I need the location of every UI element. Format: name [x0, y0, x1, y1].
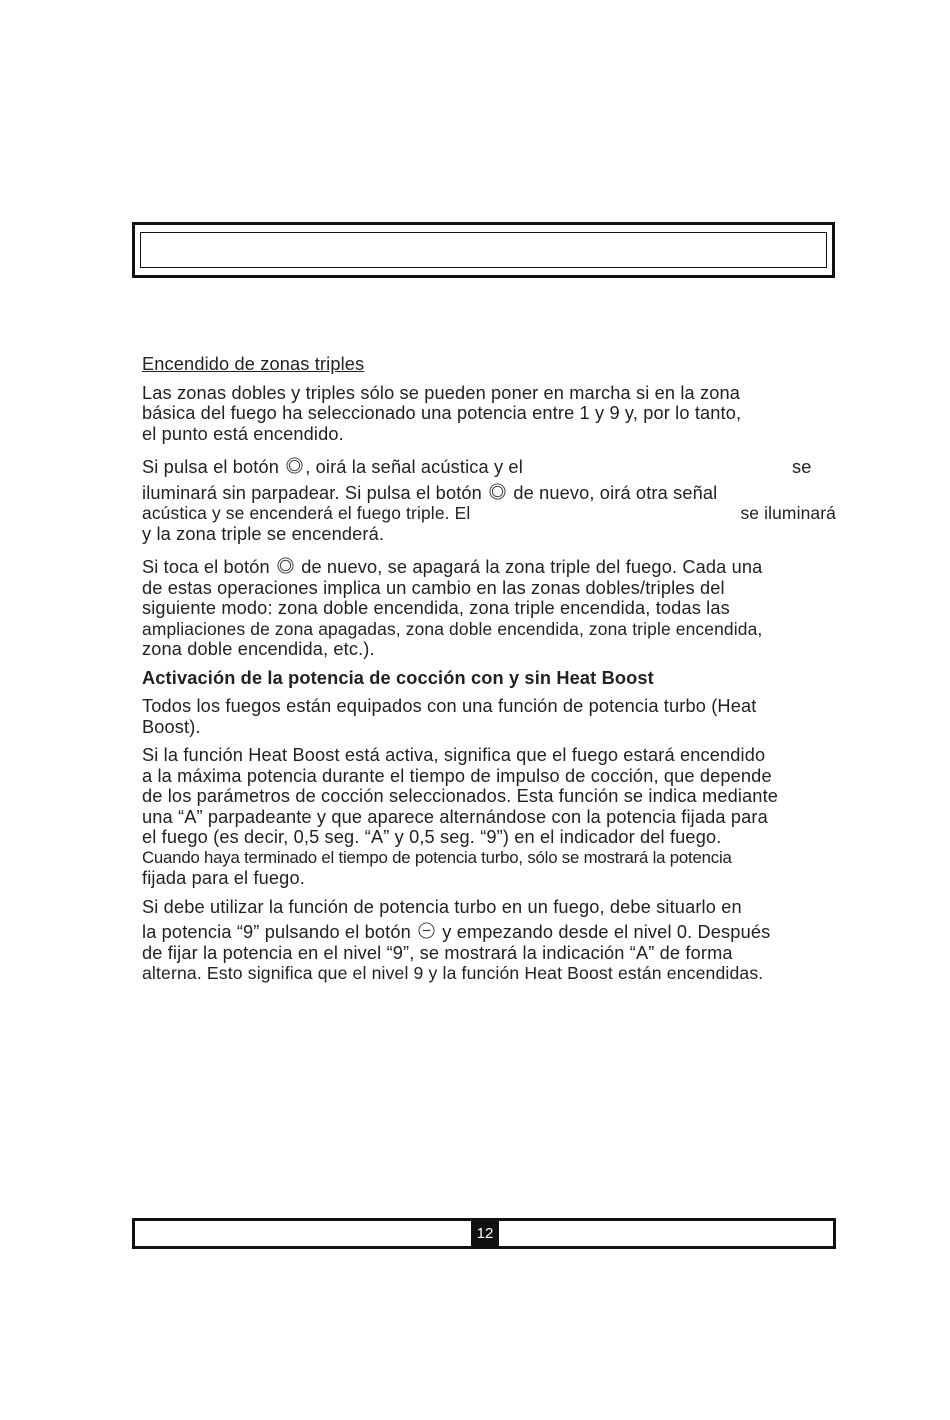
- double-circle-icon: [286, 457, 303, 474]
- double-circle-icon: [489, 483, 506, 500]
- header-frame: [132, 222, 835, 278]
- double-circle-icon: [277, 557, 294, 574]
- page-number: 12: [471, 1220, 499, 1247]
- paragraph-turbo-equipped: Todos los fuegos están equipados con una función de potencia turbo (Heat Boost).: [142, 696, 757, 737]
- page-content: [142, 354, 836, 984]
- paragraph-touch-button: Si toca el botón de nuevo, se apagará la zona triple del fuego. Cada una de estas operaciones implica un cambio en las zonas dobles/triples del siguiente modo: zona doble encendida, zona triple encendida, todas las ampliaciones de zona apagadas, zona doble encendida, zona triple encendida, zona doble encendida, etc.).: [142, 557, 763, 659]
- paragraph-use-turbo: Si debe utilizar la función de potencia turbo en un fuego, debe situarlo en la potencia “9” pulsando el botón y empezando desde el nivel 0. Después de fijar la potencia en el nivel “9”, se mostrará la indicación “A” de forma alterna. Esto significa que el nivel 9 y la función Heat Boost están encendidas.: [142, 896, 771, 983]
- paragraph-intro: Las zonas dobles y triples sólo se pueden poner en marcha si en la zona básica del fuego ha seleccionado una potencia entre 1 y 9 y, por lo tanto, el punto está encendido.: [142, 382, 742, 444]
- footer-frame: [132, 1218, 836, 1249]
- section-heading-heat-boost: Activación de la potencia de cocción con y sin Heat Boost: [142, 667, 654, 688]
- section-heading-triple-zones: Encendido de zonas triples: [142, 354, 365, 374]
- paragraph-press-button: Si pulsa el botón , oirá la señal acústica y el se iluminará sin parpadear. Si pulsa el botón de nuevo, oirá otra señal acústica y se encenderá el fuego triple. El se iluminará y la zona triple se encenderá.: [142, 457, 836, 544]
- minus-circle-icon: [418, 922, 435, 939]
- paragraph-heat-boost-active: Si la función Heat Boost está activa, significa que el fuego estará encendido a la máxima potencia durante el tiempo de impulso de cocción, que depende de los parámetros de cocción seleccionados. Esta función se indica mediante una “A” parpadeante y que aparece alternándose con la potencia fijada para el fuego (es decir, 0,5 seg. “A” y 0,5 seg. “9”) en el indicador del fuego. Cuando haya terminado el tiempo de potencia turbo, sólo se mostrará la potencia fijada para el fuego.: [142, 745, 779, 888]
- header-inner-frame: [140, 232, 827, 268]
